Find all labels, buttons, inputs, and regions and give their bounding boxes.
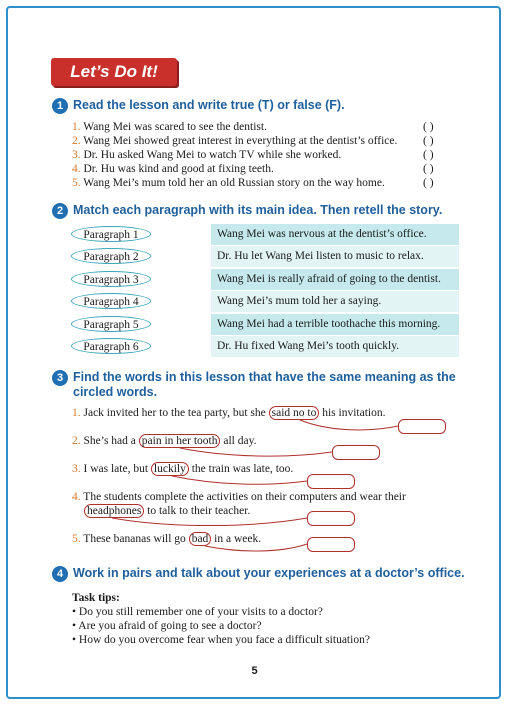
tf-answer-5[interactable]: ( ): [423, 177, 434, 189]
main-idea-5[interactable]: Wang Mei had a terrible toothache this morning.: [211, 314, 459, 335]
task-tip-3: • How do you overcome fear when you face a difficult situation?: [72, 634, 370, 646]
circled-word: said no to: [269, 406, 320, 420]
tf-answer-2[interactable]: ( ): [423, 135, 434, 147]
item-text: Dr. Hu was kind and good at fixing teeth.: [83, 163, 274, 175]
item-number: 4.: [72, 491, 81, 503]
main-idea-1[interactable]: Wang Mei was nervous at the dentist’s office.: [211, 224, 459, 245]
circled-word: bad: [189, 532, 212, 546]
answer-box-4[interactable]: [307, 511, 355, 526]
answer-box-1[interactable]: [398, 419, 446, 434]
tf-answer-1[interactable]: ( ): [423, 121, 434, 133]
section-4-number: 4: [52, 566, 68, 582]
item-text: to talk to their teacher.: [147, 505, 251, 517]
item-number: 1.: [72, 407, 81, 419]
item-text: Jack invited her to the tea party, but she: [83, 407, 266, 419]
section-2-number: 2: [52, 203, 68, 219]
lets-do-it-banner: Let’s Do It!: [51, 58, 177, 86]
answer-box-3[interactable]: [307, 474, 355, 489]
item-number: 5.: [72, 533, 81, 545]
item-number: 5.: [72, 177, 81, 189]
section-3-number: 3: [52, 370, 68, 386]
answer-box-2[interactable]: [332, 445, 380, 460]
item-number: 3.: [72, 149, 81, 161]
circled-word: headphones: [84, 504, 144, 518]
paragraph-oval-3[interactable]: Paragraph 3: [71, 271, 151, 287]
tf-answer-4[interactable]: ( ): [423, 163, 434, 175]
main-idea-6[interactable]: Dr. Hu fixed Wang Mei’s tooth quickly.: [211, 336, 459, 357]
main-idea-4[interactable]: Wang Mei’s mum told her a saying.: [211, 291, 459, 312]
item-text: in a week.: [214, 533, 262, 545]
item-number: 2.: [72, 135, 81, 147]
item-number: 4.: [72, 163, 81, 175]
paragraph-oval-2[interactable]: Paragraph 2: [71, 248, 151, 264]
section-1-number: 1: [52, 98, 68, 114]
item-number: 3.: [72, 463, 81, 475]
item-text: Wang Mei’s mum told her an old Russian story on the way home.: [83, 177, 385, 189]
item-text: Wang Mei was scared to see the dentist.: [83, 121, 267, 133]
section-3-heading-line-1: Find the words in this lesson that have the same meaning as the: [73, 370, 456, 384]
page-number: 5: [251, 665, 258, 677]
section-2-heading: Match each paragraph with its main idea. Then retell the story.: [73, 203, 443, 217]
task-tip-2: • Are you afraid of going to see a doctor?: [72, 620, 262, 632]
item-number: 2.: [72, 435, 81, 447]
item-text: Wang Mei showed great interest in everything at the dentist’s office.: [83, 135, 398, 147]
item-text: I was late, but: [83, 463, 149, 475]
item-text: his invitation.: [322, 407, 386, 419]
paragraph-oval-4[interactable]: Paragraph 4: [71, 293, 151, 309]
paragraph-oval-6[interactable]: Paragraph 6: [71, 338, 151, 354]
task-tips-title: Task tips:: [72, 592, 120, 604]
answer-box-5[interactable]: [307, 537, 355, 552]
tf-answer-3[interactable]: ( ): [423, 149, 434, 161]
main-idea-2[interactable]: Dr. Hu let Wang Mei listen to music to relax.: [211, 246, 459, 267]
item-text: the train was late, too.: [191, 463, 294, 475]
item-number: 1.: [72, 121, 81, 133]
item-text: all day.: [223, 435, 257, 447]
circled-word: pain in her tooth: [139, 434, 221, 448]
paragraph-oval-1[interactable]: Paragraph 1: [71, 226, 151, 242]
main-idea-3[interactable]: Wang Mei is really afraid of going to the dentist.: [211, 269, 459, 290]
section-4-heading: Work in pairs and talk about your experiences at a doctor’s office.: [73, 566, 465, 580]
item-text: Dr. Hu asked Wang Mei to watch TV while she worked.: [83, 149, 342, 161]
item-text: These bananas will go: [83, 533, 186, 545]
task-tip-1: • Do you still remember one of your visits to a doctor?: [72, 606, 323, 618]
section-1-heading: Read the lesson and write true (T) or false (F).: [73, 98, 345, 112]
circled-word: luckily: [151, 462, 189, 476]
item-text: She’s had a: [83, 435, 136, 447]
paragraph-oval-5[interactable]: Paragraph 5: [71, 316, 151, 332]
section-3-heading-line-2: circled words.: [73, 385, 158, 399]
item-text: The students complete the activities on their computers and wear their: [83, 491, 406, 503]
